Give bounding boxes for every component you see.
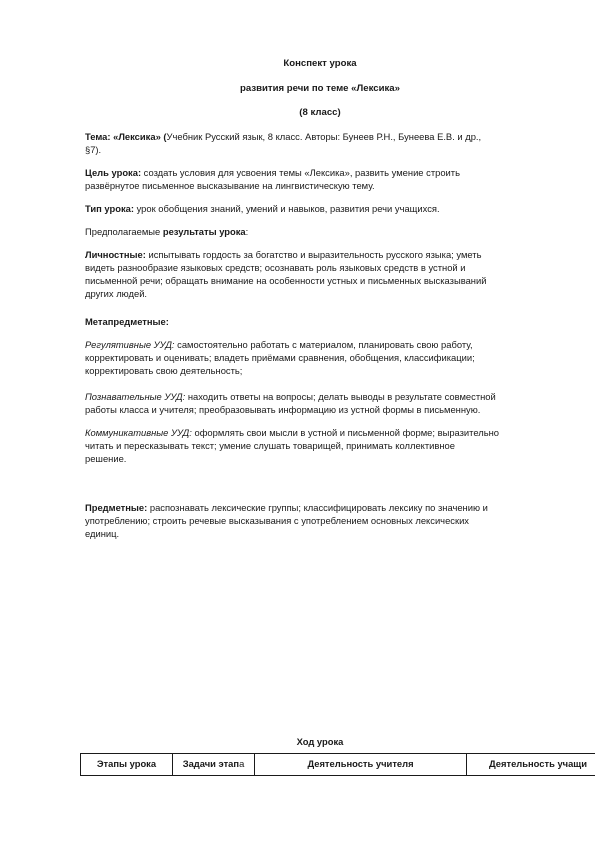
expected-suffix: : — [245, 226, 249, 237]
regulative-line-1: самостоятельно работать с материалом, планировать свою работу, — [174, 339, 473, 350]
type-text: урок обобщения знаний, умений и навыков, развития речи учащихся. — [133, 203, 440, 214]
doc-grade: (8 класс) — [299, 107, 341, 118]
table-header-row — [81, 754, 595, 776]
subject-line-1: распознавать лексические группы; классифицировать лексику по значению и — [147, 502, 488, 513]
topic-paren: ( — [160, 131, 167, 142]
personal-paragraph — [85, 248, 555, 300]
personal-line-2: видеть разнообразие языковых средств; осознавать роль языковых средств в устной и — [85, 262, 466, 273]
goal-line-2: развёрнутое письменное высказывание на лингвистическую тему. — [85, 180, 375, 191]
topic-text-2: §7). — [85, 144, 102, 155]
tasks-header-tail: а — [239, 758, 245, 769]
communicative-label: Коммуникативные УУД: — [85, 427, 192, 438]
cognitive-line-1: находить ответы на вопросы; делать выводы в результате совместной — [185, 391, 496, 402]
personal-line-4: других людей. — [85, 288, 148, 299]
tasks-header-text: Задачи этап — [182, 758, 240, 769]
type-label: Тип урока: — [85, 203, 134, 214]
cognitive-line-2: работы класса и учителя; преобразовывать информацию из устной формы в письменную. — [85, 404, 481, 415]
column-header-stages: Этапы урока — [81, 754, 173, 776]
communicative-line-2: читать и пересказывать текст; умение слушать товарищей, принимать коллективное — [85, 440, 455, 451]
column-header-tasks — [173, 754, 255, 776]
expected-bold: результаты урока — [162, 226, 246, 237]
subject-paragraph — [85, 501, 555, 540]
subject-line-2: употреблению; строить речевые высказывания с употреблением основных лексических — [85, 515, 469, 526]
topic-name: «Лексика» — [113, 131, 161, 142]
cognitive-label: Познавательные УУД: — [85, 391, 186, 402]
doc-title: Конспект урока — [283, 58, 357, 69]
regulative-line-3: корректировать свою деятельность; — [85, 365, 243, 376]
goal-line-1: создать условия для усвоения темы «Лексика», развить умение строить — [141, 167, 460, 178]
regulative-paragraph — [85, 338, 555, 377]
personal-label: Личностные: — [85, 249, 146, 260]
regulative-label: Регулятивные УУД: — [85, 339, 175, 350]
subject-label: Предметные: — [85, 502, 148, 513]
cognitive-paragraph — [85, 390, 555, 416]
goal-paragraph — [85, 166, 555, 192]
subject-line-3: единиц. — [85, 528, 120, 539]
lesson-plan-table — [80, 753, 595, 776]
lesson-plan-title: Ход урока — [296, 736, 344, 747]
topic-label: Тема: — [85, 131, 111, 142]
meta-label: Метапредметные: — [85, 316, 169, 327]
meta-heading — [85, 315, 555, 328]
goal-label: Цель урока: — [85, 167, 142, 178]
personal-line-1: испытывать гордость за богатство и выразительность русского языка; уметь — [145, 249, 482, 260]
communicative-line-1: оформлять свои мысли в устной и письменной форме; выразительно — [191, 427, 500, 438]
expected-results — [85, 225, 555, 238]
regulative-line-2: корректировать и оценивать; владеть приёмами сравнения, обобщения, классификации; — [85, 352, 475, 363]
topic-paragraph — [85, 130, 555, 156]
communicative-line-3: решение. — [85, 453, 127, 464]
personal-line-3: письменной речи; обращать внимание на особенности устных и письменных высказываний — [85, 275, 487, 286]
communicative-paragraph — [85, 426, 555, 465]
topic-text: Учебник Русский язык, 8 класс. Авторы: Бунеев Р.Н., Бунеева Е.В. и др., — [166, 131, 482, 142]
doc-subtitle: развития речи по теме «Лексика» — [240, 83, 400, 94]
type-paragraph — [85, 202, 555, 215]
column-header-students: Деятельность учащи — [467, 754, 595, 776]
expected-prefix: Предполагаемые — [85, 226, 163, 237]
column-header-teacher: Деятельность учителя — [255, 754, 467, 776]
